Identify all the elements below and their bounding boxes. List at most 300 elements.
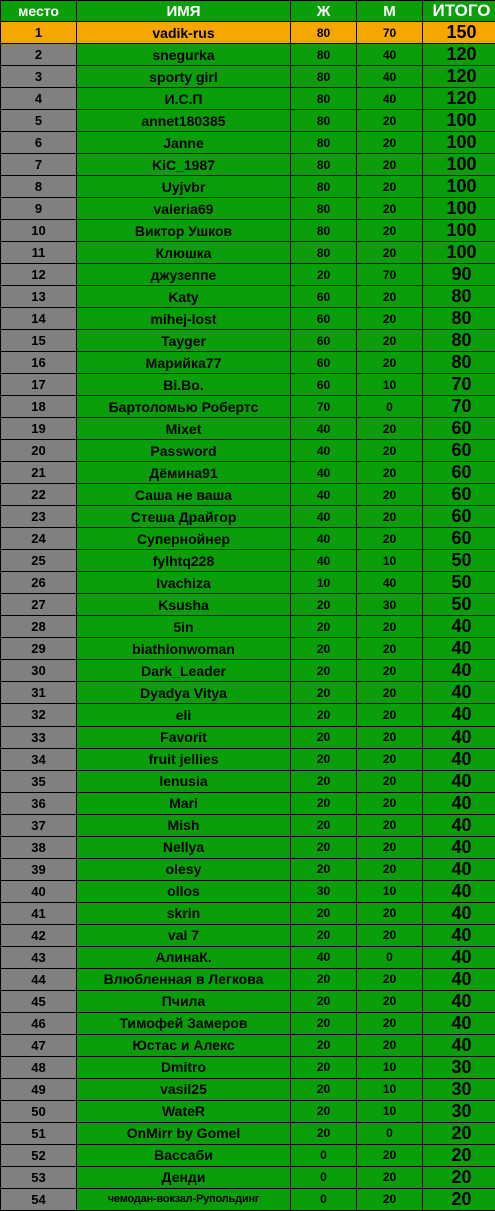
name-cell: olesy <box>77 858 291 880</box>
total-cell: 60 <box>423 484 495 506</box>
name-cell: джузеппе <box>77 264 291 286</box>
name-cell: Mixet <box>77 418 291 440</box>
m-cell: 20 <box>357 924 423 946</box>
zh-cell: 0 <box>291 1188 357 1210</box>
table-row <box>1 330 495 352</box>
name-cell: skrin <box>77 902 291 924</box>
zh-cell: 20 <box>291 616 357 638</box>
name-cell: Влюбленная в Легкова <box>77 968 291 990</box>
zh-cell: 40 <box>291 528 357 550</box>
zh-cell: 40 <box>291 462 357 484</box>
place-cell: 22 <box>1 484 77 506</box>
place-cell: 34 <box>1 748 77 770</box>
name-cell: Tayger <box>77 330 291 352</box>
place-cell: 32 <box>1 704 77 726</box>
zh-cell: 0 <box>291 1144 357 1166</box>
place-cell: 4 <box>1 88 77 110</box>
name-cell: lenusia <box>77 770 291 792</box>
place-cell: 20 <box>1 440 77 462</box>
name-cell: Ivachiza <box>77 572 291 594</box>
name-cell: Nellya <box>77 836 291 858</box>
header-place: место <box>1 1 77 22</box>
total-cell: 20 <box>423 1166 495 1188</box>
table-row <box>1 770 495 792</box>
m-cell: 20 <box>357 1144 423 1166</box>
table-row <box>1 792 495 814</box>
total-cell: 90 <box>423 264 495 286</box>
place-cell: 28 <box>1 616 77 638</box>
name-cell: eli <box>77 704 291 726</box>
m-cell: 20 <box>357 242 423 264</box>
name-cell: Mari <box>77 792 291 814</box>
m-cell: 40 <box>357 88 423 110</box>
m-cell: 20 <box>357 1188 423 1210</box>
table-row <box>1 550 495 572</box>
m-cell: 20 <box>357 1034 423 1056</box>
m-cell: 20 <box>357 220 423 242</box>
place-cell: 52 <box>1 1144 77 1166</box>
name-cell: Password <box>77 440 291 462</box>
zh-cell: 80 <box>291 44 357 66</box>
zh-cell: 20 <box>291 704 357 726</box>
name-cell: Тимофей Замеров <box>77 1012 291 1034</box>
zh-cell: 20 <box>291 1122 357 1144</box>
name-cell: annet180385 <box>77 110 291 132</box>
table-row <box>1 88 495 110</box>
place-cell: 39 <box>1 858 77 880</box>
name-cell: Бартоломью Робертс <box>77 396 291 418</box>
m-cell: 10 <box>357 550 423 572</box>
place-cell: 10 <box>1 220 77 242</box>
table-row <box>1 1144 495 1166</box>
table-row <box>1 924 495 946</box>
m-cell: 0 <box>357 396 423 418</box>
m-cell: 20 <box>357 176 423 198</box>
total-cell: 20 <box>423 1188 495 1210</box>
total-cell: 40 <box>423 880 495 902</box>
total-cell: 40 <box>423 924 495 946</box>
zh-cell: 0 <box>291 1166 357 1188</box>
zh-cell: 20 <box>291 902 357 924</box>
total-cell: 60 <box>423 506 495 528</box>
total-cell: 80 <box>423 308 495 330</box>
table-row <box>1 374 495 396</box>
name-cell: sporty girl <box>77 66 291 88</box>
place-cell: 51 <box>1 1122 77 1144</box>
place-cell: 33 <box>1 726 77 748</box>
total-cell: 70 <box>423 396 495 418</box>
place-cell: 49 <box>1 1078 77 1100</box>
m-cell: 0 <box>357 946 423 968</box>
place-cell: 41 <box>1 902 77 924</box>
table-row <box>1 880 495 902</box>
m-cell: 10 <box>357 1078 423 1100</box>
name-cell: biathlonwoman <box>77 638 291 660</box>
name-cell: Супернойнер <box>77 528 291 550</box>
total-cell: 120 <box>423 44 495 66</box>
zh-cell: 60 <box>291 352 357 374</box>
total-cell: 100 <box>423 176 495 198</box>
header-m: М <box>357 1 423 22</box>
table-row <box>1 1166 495 1188</box>
place-cell: 11 <box>1 242 77 264</box>
total-cell: 60 <box>423 462 495 484</box>
total-cell: 40 <box>423 1012 495 1034</box>
m-cell: 20 <box>357 506 423 528</box>
m-cell: 70 <box>357 264 423 286</box>
m-cell: 40 <box>357 44 423 66</box>
zh-cell: 20 <box>291 660 357 682</box>
total-cell: 100 <box>423 242 495 264</box>
place-cell: 40 <box>1 880 77 902</box>
table-row <box>1 440 495 462</box>
table-row <box>1 572 495 594</box>
place-cell: 43 <box>1 946 77 968</box>
zh-cell: 20 <box>291 638 357 660</box>
name-cell: vasil25 <box>77 1078 291 1100</box>
name-cell: vadik-rus <box>77 22 291 44</box>
total-cell: 20 <box>423 1122 495 1144</box>
place-cell: 1 <box>1 22 77 44</box>
zh-cell: 20 <box>291 726 357 748</box>
total-cell: 40 <box>423 836 495 858</box>
zh-cell: 80 <box>291 154 357 176</box>
zh-cell: 20 <box>291 748 357 770</box>
table-row <box>1 396 495 418</box>
name-cell: И.С.П <box>77 88 291 110</box>
table-row <box>1 1100 495 1122</box>
table-row <box>1 22 495 44</box>
m-cell: 20 <box>357 748 423 770</box>
total-cell: 40 <box>423 660 495 682</box>
table-row <box>1 242 495 264</box>
total-cell: 40 <box>423 704 495 726</box>
place-cell: 50 <box>1 1100 77 1122</box>
m-cell: 20 <box>357 352 423 374</box>
m-cell: 20 <box>357 990 423 1012</box>
zh-cell: 60 <box>291 286 357 308</box>
zh-cell: 20 <box>291 1012 357 1034</box>
zh-cell: 80 <box>291 132 357 154</box>
name-cell: Дёмина91 <box>77 462 291 484</box>
name-cell: Dyadya Vitya <box>77 682 291 704</box>
table-row <box>1 1012 495 1034</box>
name-cell: чемодан-вокзал-Рупольдинг <box>77 1188 291 1210</box>
table-row <box>1 814 495 836</box>
total-cell: 40 <box>423 902 495 924</box>
table-row <box>1 902 495 924</box>
place-cell: 13 <box>1 286 77 308</box>
place-cell: 46 <box>1 1012 77 1034</box>
results-body <box>1 22 495 1211</box>
name-cell: Favorit <box>77 726 291 748</box>
zh-cell: 20 <box>291 858 357 880</box>
place-cell: 2 <box>1 44 77 66</box>
table-row <box>1 616 495 638</box>
total-cell: 80 <box>423 352 495 374</box>
header-name: ИМЯ <box>77 1 291 22</box>
table-row <box>1 990 495 1012</box>
place-cell: 29 <box>1 638 77 660</box>
table-row <box>1 660 495 682</box>
name-cell: Пчила <box>77 990 291 1012</box>
m-cell: 20 <box>357 154 423 176</box>
table-row <box>1 594 495 616</box>
total-cell: 30 <box>423 1100 495 1122</box>
m-cell: 20 <box>357 418 423 440</box>
total-cell: 40 <box>423 616 495 638</box>
total-cell: 40 <box>423 682 495 704</box>
total-cell: 40 <box>423 638 495 660</box>
place-cell: 35 <box>1 770 77 792</box>
zh-cell: 20 <box>291 1034 357 1056</box>
m-cell: 20 <box>357 110 423 132</box>
table-row <box>1 286 495 308</box>
m-cell: 20 <box>357 660 423 682</box>
m-cell: 20 <box>357 528 423 550</box>
total-cell: 80 <box>423 286 495 308</box>
total-cell: 40 <box>423 968 495 990</box>
total-cell: 30 <box>423 1078 495 1100</box>
total-cell: 80 <box>423 330 495 352</box>
table-row <box>1 1122 495 1144</box>
total-cell: 60 <box>423 440 495 462</box>
name-cell: Саша не ваша <box>77 484 291 506</box>
m-cell: 0 <box>357 1122 423 1144</box>
zh-cell: 40 <box>291 946 357 968</box>
total-cell: 120 <box>423 66 495 88</box>
place-cell: 7 <box>1 154 77 176</box>
total-cell: 150 <box>423 22 495 44</box>
name-cell: Katy <box>77 286 291 308</box>
place-cell: 47 <box>1 1034 77 1056</box>
total-cell: 40 <box>423 770 495 792</box>
name-cell: Ksusha <box>77 594 291 616</box>
name-cell: snegurka <box>77 44 291 66</box>
zh-cell: 80 <box>291 220 357 242</box>
table-row <box>1 946 495 968</box>
zh-cell: 20 <box>291 990 357 1012</box>
m-cell: 30 <box>357 594 423 616</box>
name-cell: Виктор Ушков <box>77 220 291 242</box>
total-cell: 50 <box>423 572 495 594</box>
zh-cell: 60 <box>291 308 357 330</box>
table-row <box>1 506 495 528</box>
zh-cell: 80 <box>291 242 357 264</box>
place-cell: 19 <box>1 418 77 440</box>
table-row <box>1 418 495 440</box>
table-row <box>1 682 495 704</box>
m-cell: 10 <box>357 1100 423 1122</box>
total-cell: 40 <box>423 726 495 748</box>
name-cell: fruit jellies <box>77 748 291 770</box>
place-cell: 37 <box>1 814 77 836</box>
total-cell: 20 <box>423 1144 495 1166</box>
place-cell: 23 <box>1 506 77 528</box>
m-cell: 20 <box>357 484 423 506</box>
name-cell: OnMirr by Gomel <box>77 1122 291 1144</box>
place-cell: 31 <box>1 682 77 704</box>
header-total: ИТОГО <box>423 1 495 22</box>
zh-cell: 40 <box>291 418 357 440</box>
name-cell: Денди <box>77 1166 291 1188</box>
table-row <box>1 198 495 220</box>
m-cell: 20 <box>357 1166 423 1188</box>
total-cell: 100 <box>423 198 495 220</box>
name-cell: Юстас и Алекс <box>77 1034 291 1056</box>
name-cell: 5in <box>77 616 291 638</box>
place-cell: 14 <box>1 308 77 330</box>
place-cell: 15 <box>1 330 77 352</box>
table-row <box>1 968 495 990</box>
total-cell: 100 <box>423 220 495 242</box>
table-row <box>1 748 495 770</box>
place-cell: 54 <box>1 1188 77 1210</box>
table-row <box>1 1034 495 1056</box>
zh-cell: 80 <box>291 22 357 44</box>
zh-cell: 80 <box>291 176 357 198</box>
table-row <box>1 220 495 242</box>
table-row <box>1 726 495 748</box>
name-cell: Dark_Leader <box>77 660 291 682</box>
zh-cell: 20 <box>291 792 357 814</box>
table-row <box>1 44 495 66</box>
place-cell: 9 <box>1 198 77 220</box>
total-cell: 100 <box>423 110 495 132</box>
zh-cell: 80 <box>291 66 357 88</box>
table-row <box>1 704 495 726</box>
total-cell: 40 <box>423 946 495 968</box>
total-cell: 60 <box>423 418 495 440</box>
name-cell: Dmitro <box>77 1056 291 1078</box>
table-row <box>1 352 495 374</box>
m-cell: 20 <box>357 308 423 330</box>
place-cell: 25 <box>1 550 77 572</box>
table-row <box>1 110 495 132</box>
zh-cell: 80 <box>291 198 357 220</box>
m-cell: 20 <box>357 682 423 704</box>
table-row <box>1 66 495 88</box>
total-cell: 100 <box>423 132 495 154</box>
total-cell: 40 <box>423 1034 495 1056</box>
total-cell: 50 <box>423 594 495 616</box>
table-row <box>1 528 495 550</box>
m-cell: 20 <box>357 1012 423 1034</box>
place-cell: 8 <box>1 176 77 198</box>
m-cell: 20 <box>357 836 423 858</box>
total-cell: 30 <box>423 1056 495 1078</box>
m-cell: 20 <box>357 330 423 352</box>
place-cell: 18 <box>1 396 77 418</box>
table-row <box>1 484 495 506</box>
total-cell: 40 <box>423 814 495 836</box>
name-cell: Вассаби <box>77 1144 291 1166</box>
zh-cell: 40 <box>291 506 357 528</box>
place-cell: 45 <box>1 990 77 1012</box>
m-cell: 40 <box>357 572 423 594</box>
zh-cell: 10 <box>291 572 357 594</box>
zh-cell: 60 <box>291 374 357 396</box>
header-zh: Ж <box>291 1 357 22</box>
name-cell: Клюшка <box>77 242 291 264</box>
header-row <box>1 1 495 22</box>
name-cell: Mish <box>77 814 291 836</box>
zh-cell: 20 <box>291 924 357 946</box>
zh-cell: 40 <box>291 440 357 462</box>
m-cell: 20 <box>357 638 423 660</box>
zh-cell: 30 <box>291 880 357 902</box>
place-cell: 5 <box>1 110 77 132</box>
name-cell: Марийка77 <box>77 352 291 374</box>
name-cell: ollos <box>77 880 291 902</box>
place-cell: 26 <box>1 572 77 594</box>
zh-cell: 70 <box>291 396 357 418</box>
total-cell: 40 <box>423 792 495 814</box>
zh-cell: 20 <box>291 1078 357 1100</box>
zh-cell: 20 <box>291 264 357 286</box>
place-cell: 12 <box>1 264 77 286</box>
place-cell: 38 <box>1 836 77 858</box>
m-cell: 40 <box>357 66 423 88</box>
place-cell: 48 <box>1 1056 77 1078</box>
m-cell: 20 <box>357 616 423 638</box>
table-row <box>1 836 495 858</box>
m-cell: 20 <box>357 902 423 924</box>
table-row <box>1 858 495 880</box>
table-row <box>1 308 495 330</box>
zh-cell: 40 <box>291 484 357 506</box>
m-cell: 10 <box>357 374 423 396</box>
total-cell: 40 <box>423 748 495 770</box>
place-cell: 17 <box>1 374 77 396</box>
zh-cell: 60 <box>291 330 357 352</box>
table-row <box>1 1188 495 1210</box>
m-cell: 20 <box>357 968 423 990</box>
total-cell: 60 <box>423 528 495 550</box>
m-cell: 20 <box>357 770 423 792</box>
total-cell: 70 <box>423 374 495 396</box>
name-cell: Стеша Драйгор <box>77 506 291 528</box>
m-cell: 20 <box>357 286 423 308</box>
place-cell: 24 <box>1 528 77 550</box>
zh-cell: 20 <box>291 682 357 704</box>
zh-cell: 20 <box>291 836 357 858</box>
place-cell: 36 <box>1 792 77 814</box>
m-cell: 20 <box>357 462 423 484</box>
zh-cell: 80 <box>291 88 357 110</box>
m-cell: 20 <box>357 726 423 748</box>
name-cell: АлинаК. <box>77 946 291 968</box>
zh-cell: 40 <box>291 550 357 572</box>
name-cell: WateR <box>77 1100 291 1122</box>
zh-cell: 20 <box>291 770 357 792</box>
total-cell: 40 <box>423 990 495 1012</box>
m-cell: 10 <box>357 880 423 902</box>
place-cell: 27 <box>1 594 77 616</box>
m-cell: 20 <box>357 704 423 726</box>
table-row <box>1 176 495 198</box>
name-cell: valeria69 <box>77 198 291 220</box>
place-cell: 21 <box>1 462 77 484</box>
place-cell: 44 <box>1 968 77 990</box>
name-cell: KiC_1987 <box>77 154 291 176</box>
table-row <box>1 1078 495 1100</box>
place-cell: 30 <box>1 660 77 682</box>
m-cell: 20 <box>357 198 423 220</box>
zh-cell: 20 <box>291 1056 357 1078</box>
table-row <box>1 264 495 286</box>
total-cell: 120 <box>423 88 495 110</box>
